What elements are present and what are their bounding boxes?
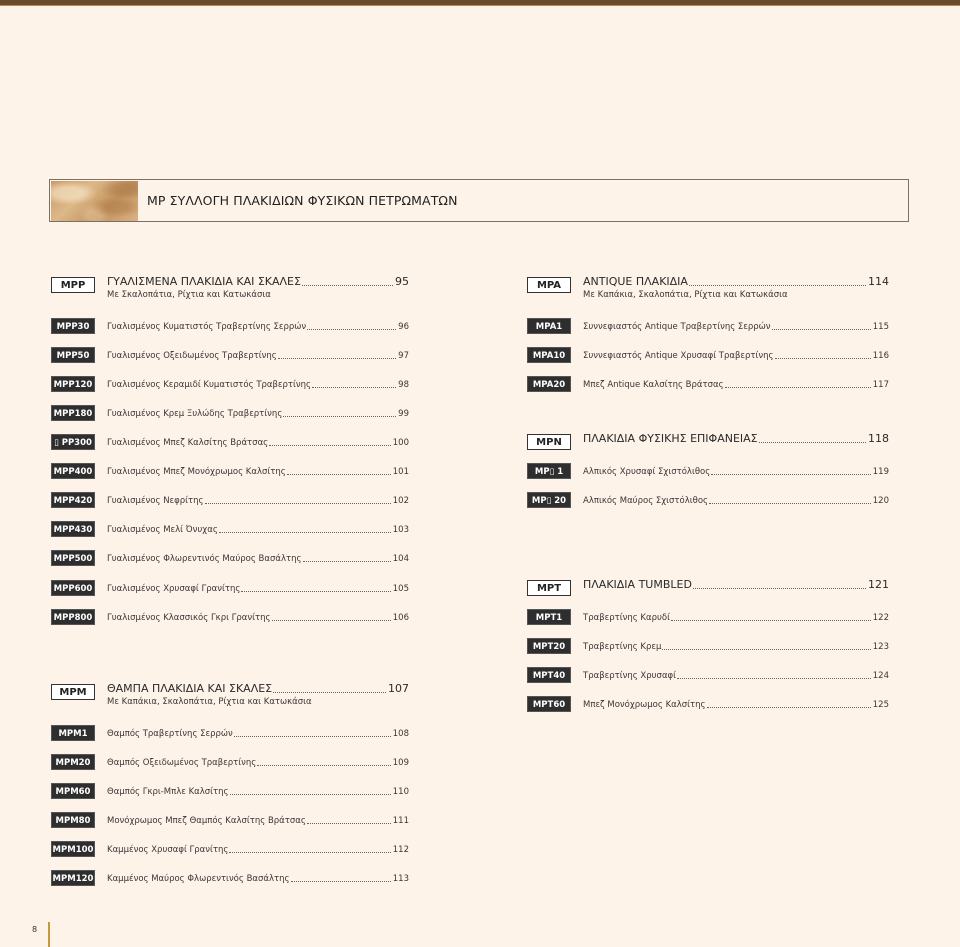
section-subtitle: Με Σκαλοπάτια, Ρίχτια και Κατωκάσια	[107, 290, 271, 300]
product-name: Γυαλισμένος Κλασσικός Γκρι Γρανίτης	[107, 613, 271, 623]
product-name: Τραβερτίνης Καρυδί	[583, 613, 670, 623]
toc-entry	[583, 349, 889, 361]
leader-dots	[234, 736, 391, 737]
leader-dots	[257, 765, 390, 766]
toc-entry	[107, 843, 409, 855]
product-code: MPT20	[527, 638, 571, 654]
section-entry	[583, 579, 889, 591]
leader-dots	[707, 707, 871, 708]
product-code: MPP120	[51, 376, 95, 392]
toc-entry	[107, 552, 409, 564]
toc-entry	[583, 640, 889, 652]
leader-dots	[709, 503, 871, 504]
product-code: ▯ PP300	[51, 434, 95, 450]
product-code: MPT40	[527, 667, 571, 683]
product-code: MPP180	[51, 405, 95, 421]
leader-dots	[772, 329, 871, 330]
toc-entry	[583, 669, 889, 681]
toc-entry	[583, 494, 889, 506]
toc-entry	[583, 320, 889, 332]
leader-dots	[291, 881, 391, 882]
product-name: Θαμπός Οξειδωμένος Τραβερτίνης	[107, 758, 257, 768]
leader-dots	[283, 416, 396, 417]
toc-entry	[107, 436, 409, 448]
page-ref: 113	[392, 874, 409, 884]
product-code: MP▯ 20	[527, 492, 571, 508]
section-subtitle: Με Καπάκια, Σκαλοπάτια, Ρίχτια και Κατωκάσια	[107, 697, 312, 707]
product-name: Γυαλισμένος Οξειδωμένος Τραβερτίνης	[107, 351, 277, 361]
product-code: MP▯ 1	[527, 463, 571, 479]
leader-dots	[307, 329, 396, 330]
leader-dots	[205, 503, 391, 504]
section-subtitle: Με Καπάκια, Σκαλοπάτια, Ρίχτια και Κατωκάσια	[583, 290, 788, 300]
toc-entry	[107, 465, 409, 477]
leader-dots	[302, 285, 393, 286]
product-name: Γυαλισμένος Κεραμιδί Κυματιστός Τραβερτίνης	[107, 380, 312, 390]
page-ref: 120	[872, 496, 889, 506]
product-code: MPM1	[51, 725, 95, 741]
page-ref: 119	[872, 467, 889, 477]
product-name: Γυαλισμένος Χρυσαφί Γρανίτης	[107, 584, 241, 594]
leader-dots	[312, 387, 396, 388]
page-ref: 107	[388, 682, 409, 695]
product-name: Συννεφιαστός Antique Τραβερτίνης Σερρών	[583, 322, 771, 332]
product-name: Μπεζ Antique Καλσίτης Βράτσας	[583, 380, 724, 390]
page-ref: 109	[392, 758, 409, 768]
product-code: MPT1	[527, 609, 571, 625]
page-ref: 112	[392, 845, 409, 855]
product-name: Γυαλισμένος Μελί Όνυχας	[107, 525, 218, 535]
page-ref: 110	[392, 787, 409, 797]
leader-dots	[759, 442, 866, 443]
page-ref: 101	[392, 467, 409, 477]
product-code: MPP30	[51, 318, 95, 334]
product-code: MPP600	[51, 580, 95, 596]
product-code: MPM100	[51, 841, 95, 857]
section-title: ΘΑΜΠΑ ΠΛΑΚΙΔΙΑ ΚΑΙ ΣΚΑΛΕΣ	[107, 682, 273, 695]
product-name: Γυαλισμένος Μπεζ Καλσίτης Βράτσας	[107, 438, 269, 448]
leader-dots	[303, 561, 391, 562]
section-title: ΓΥΑΛΙΣΜΕΝΑ ΠΛΑΚΙΔΙΑ ΚΑΙ ΣΚΑΛΕΣ	[107, 275, 301, 288]
leader-dots	[272, 620, 391, 621]
page-marker-bar	[48, 922, 50, 947]
banner-title: MP ΣΥΛΛΟΓΗ ΠΛΑΚΙΔΙΩΝ ΦΥΣΙΚΩΝ ΠΕΤΡΩΜΑΤΩΝ	[147, 193, 458, 208]
product-name: Μονόχρωμος Μπεζ Θαμπός Καλσίτης Βράτσας	[107, 816, 306, 826]
toc-entry	[107, 611, 409, 623]
product-code: MPM60	[51, 783, 95, 799]
page-ref: 122	[872, 613, 889, 623]
page-ref: 125	[872, 700, 889, 710]
product-name: Γυαλισμένος Νεφρίτης	[107, 496, 204, 506]
section-title: ΠΛΑΚΙΔΙΑ TUMBLED	[583, 578, 692, 591]
product-name: Καμμένος Χρυσαφί Γρανίτης	[107, 845, 229, 855]
toc-entry	[107, 785, 409, 797]
leader-dots	[677, 678, 871, 679]
leader-dots	[307, 823, 391, 824]
leader-dots	[671, 620, 871, 621]
toc-entry	[107, 378, 409, 390]
top-accent-line	[0, 5, 960, 6]
page-ref: 108	[392, 729, 409, 739]
section-code: MPP	[51, 277, 95, 293]
page-ref: 106	[392, 613, 409, 623]
toc-entry	[583, 378, 889, 390]
product-name: Αλπικός Χρυσαφί Σχιστόλιθος	[583, 467, 711, 477]
product-code: MPP800	[51, 609, 95, 625]
product-code: MPP50	[51, 347, 95, 363]
leader-dots	[287, 474, 391, 475]
section-title: ANTIQUE ΠΛΑΚΙΔΙΑ	[583, 275, 688, 288]
product-code: MPP430	[51, 521, 95, 537]
leader-dots	[693, 588, 866, 589]
toc-entry	[107, 756, 409, 768]
page-ref: 103	[392, 525, 409, 535]
section-entry	[583, 276, 889, 288]
section-entry	[107, 276, 409, 288]
product-code: MPM20	[51, 754, 95, 770]
product-code: MPA10	[527, 347, 571, 363]
section-entry	[583, 433, 889, 445]
section-code: MPA	[527, 277, 571, 293]
toc-entry	[583, 465, 889, 477]
page-ref: 123	[872, 642, 889, 652]
toc-entry	[107, 320, 409, 332]
page-ref: 99	[398, 409, 409, 419]
leader-dots	[775, 358, 871, 359]
product-name: Τραβερτίνης Κρεμ	[583, 642, 662, 652]
page-ref: 117	[872, 380, 889, 390]
leader-dots	[273, 692, 386, 693]
product-name: Αλπικός Μαύρος Σχιστόλιθος	[583, 496, 709, 506]
leader-dots	[269, 445, 391, 446]
leader-dots	[689, 285, 866, 286]
page-ref: 104	[392, 554, 409, 564]
toc-entry	[107, 523, 409, 535]
toc-entry	[583, 611, 889, 623]
page-ref: 115	[872, 322, 889, 332]
page-ref: 116	[872, 351, 889, 361]
toc-entry	[107, 727, 409, 739]
page-ref: 121	[868, 578, 889, 591]
product-name: Μπεζ Μονόχρωμος Καλσίτης	[583, 700, 706, 710]
product-code: MPM120	[51, 870, 95, 886]
leader-dots	[241, 591, 390, 592]
toc-entry	[107, 494, 409, 506]
toc-entry	[107, 349, 409, 361]
leader-dots	[662, 649, 870, 650]
leader-dots	[278, 358, 396, 359]
section-code: MPM	[51, 684, 95, 700]
product-code: MPP420	[51, 492, 95, 508]
page-ref: 118	[868, 432, 889, 445]
product-name: Θαμπός Γκρι-Μπλε Καλσίτης	[107, 787, 229, 797]
stone-texture-swatch	[51, 181, 138, 221]
page-ref: 105	[392, 584, 409, 594]
page-ref: 124	[872, 671, 889, 681]
product-name: Γυαλισμένος Φλωρεντινός Μαύρος Βασάλτης	[107, 554, 302, 564]
leader-dots	[219, 532, 391, 533]
product-code: MPA20	[527, 376, 571, 392]
page-ref: 102	[392, 496, 409, 506]
leader-dots	[711, 474, 871, 475]
page-ref: 111	[392, 816, 409, 826]
product-name: Γυαλισμένος Κυματιστός Τραβερτίνης Σερρών	[107, 322, 307, 332]
section-code: MPN	[527, 434, 571, 450]
section-code: MPT	[527, 580, 571, 596]
page-ref: 95	[395, 275, 409, 288]
page-number: 8	[32, 925, 38, 934]
toc-entry	[107, 407, 409, 419]
product-name: Τραβερτίνης Χρυσαφί	[583, 671, 677, 681]
toc-entry	[107, 582, 409, 594]
toc-entry	[107, 872, 409, 884]
product-name: Γυαλισμένος Κρεμ Ξυλώδης Τραβερτίνης	[107, 409, 283, 419]
product-code: MPA1	[527, 318, 571, 334]
page-ref: 100	[392, 438, 409, 448]
product-code: MPP500	[51, 550, 95, 566]
collection-banner	[49, 179, 909, 222]
product-name: Καμμένος Μαύρος Φλωρεντινός Βασάλτης	[107, 874, 290, 884]
leader-dots	[229, 852, 390, 853]
page-ref: 96	[398, 322, 409, 332]
page-ref: 97	[398, 351, 409, 361]
product-name: Συννεφιαστός Antique Χρυσαφί Τραβερτίνης	[583, 351, 774, 361]
leader-dots	[725, 387, 871, 388]
section-entry	[107, 683, 409, 695]
product-code: MPT60	[527, 696, 571, 712]
product-name: Θαμπός Τραβερτίνης Σερρών	[107, 729, 233, 739]
product-name: Γυαλισμένος Μπεζ Μονόχρωμος Καλσίτης	[107, 467, 286, 477]
toc-entry	[107, 814, 409, 826]
section-title: ΠΛΑΚΙΔΙΑ ΦΥΣΙΚΗΣ ΕΠΙΦΑΝΕΙΑΣ	[583, 432, 758, 445]
toc-entry	[583, 698, 889, 710]
page-ref: 98	[398, 380, 409, 390]
product-code: MPM80	[51, 812, 95, 828]
product-code: MPP400	[51, 463, 95, 479]
page-ref: 114	[868, 275, 889, 288]
leader-dots	[230, 794, 391, 795]
